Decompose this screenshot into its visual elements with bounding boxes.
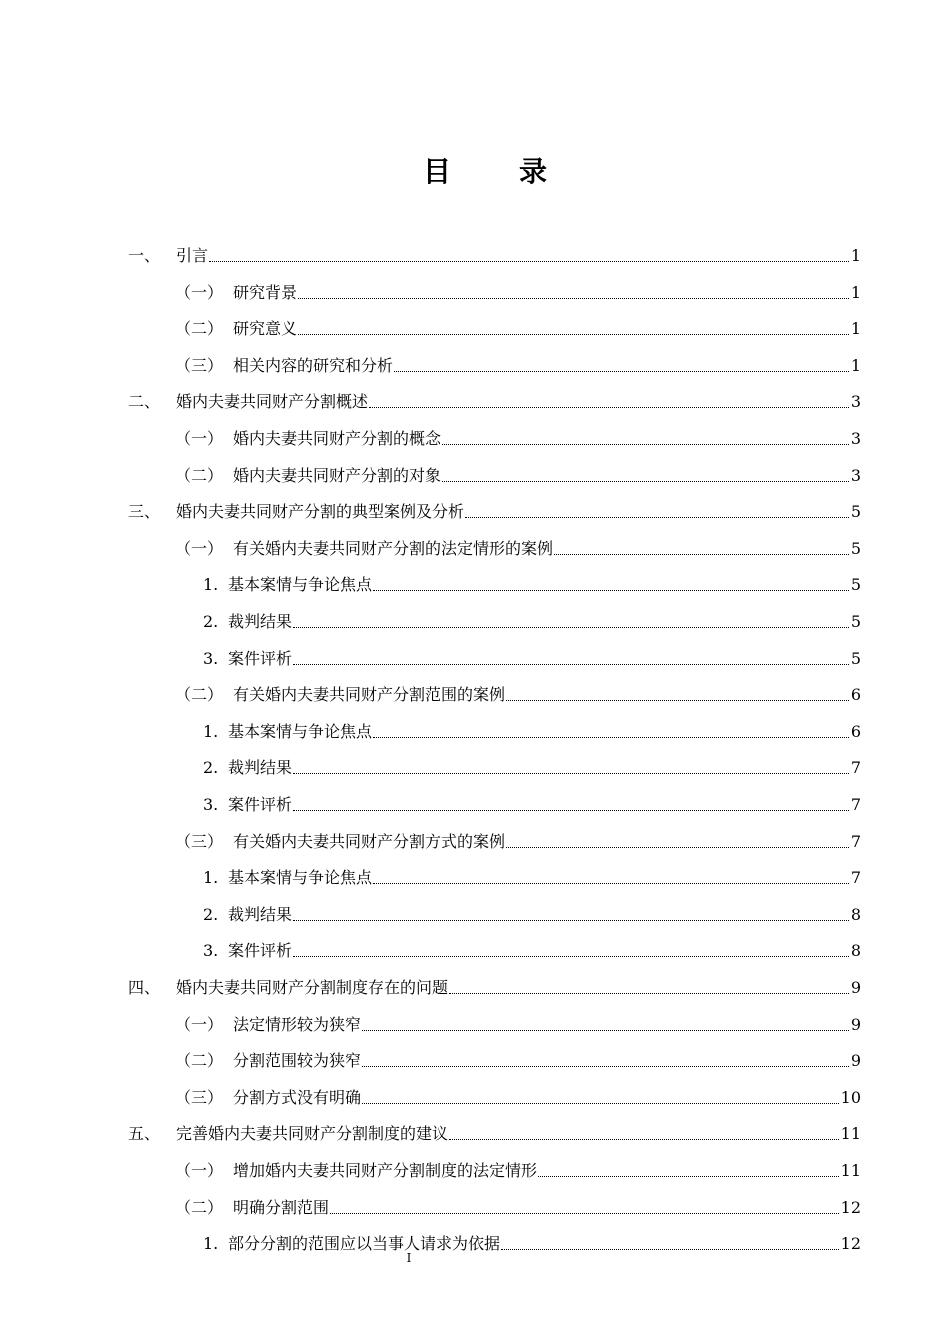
- toc-entry-title: 基本案情与争论焦点: [228, 868, 373, 888]
- toc-entry-title: 裁判结果: [228, 758, 293, 778]
- toc-entry[interactable]: [128, 236, 861, 266]
- toc-entry-page: 5: [850, 612, 861, 631]
- toc-entry-title: 研究意义: [233, 319, 298, 339]
- toc-entry-title: 婚内夫妻共同财产分割的概念: [233, 429, 442, 448]
- toc-dot-leader: [538, 1176, 839, 1177]
- toc-entry[interactable]: [128, 382, 861, 412]
- toc-dot-leader: [449, 1139, 839, 1140]
- toc-entry[interactable]: [203, 602, 861, 632]
- toc-dot-leader: [369, 407, 849, 408]
- toc-entry-page: 1: [850, 355, 861, 375]
- toc-entry-title: 增加婚内夫妻共同财产分割制度的法定情形: [233, 1161, 538, 1180]
- toc-entry[interactable]: [175, 1041, 861, 1071]
- toc-entry-title: 婚内夫妻共同财产分割的对象: [233, 465, 442, 485]
- toc-entry-page: 11: [840, 1161, 861, 1180]
- toc-entry-page: 5: [850, 648, 861, 668]
- toc-dot-leader: [293, 920, 849, 921]
- toc-entry-number: （一）: [175, 429, 224, 448]
- toc-entry-number: （三）: [175, 355, 224, 375]
- toc-entry[interactable]: [203, 858, 861, 888]
- toc-entry-number: （三）: [175, 1087, 224, 1107]
- toc-dot-leader: [554, 554, 849, 555]
- toc-entry-page: 9: [850, 1051, 861, 1071]
- toc-entry[interactable]: [203, 748, 861, 778]
- toc-entry-page: 9: [850, 978, 861, 997]
- toc-dot-leader: [501, 1249, 839, 1250]
- toc-entry-page: 6: [850, 685, 861, 705]
- toc-entry[interactable]: [175, 1188, 861, 1218]
- toc-entry[interactable]: [175, 1005, 861, 1035]
- toc-entry[interactable]: [175, 1078, 861, 1108]
- toc-entry-title: 分割范围较为狭窄: [233, 1051, 362, 1071]
- toc-entry-number: 2.: [203, 612, 219, 631]
- toc-dot-leader: [449, 993, 849, 994]
- page-number: I: [406, 1251, 412, 1265]
- toc-entry-number: 2.: [203, 904, 219, 924]
- toc-entry-number: 五、: [128, 1124, 161, 1144]
- toc-dot-leader: [209, 261, 849, 262]
- toc-entry[interactable]: [175, 346, 861, 376]
- toc-dot-leader: [373, 737, 849, 738]
- toc-entry-page: 7: [850, 795, 861, 814]
- toc-entry-page: 9: [850, 1014, 861, 1034]
- toc-entry-page: 12: [840, 1234, 861, 1254]
- toc-dot-leader: [394, 371, 849, 372]
- toc-entry-title: 有关婚内夫妻共同财产分割的法定情形的案例: [233, 538, 554, 558]
- toc-dot-leader: [373, 590, 849, 591]
- toc-dot-leader: [362, 1066, 849, 1067]
- toc-dot-leader: [293, 664, 849, 665]
- toc-entry-title: 有关婚内夫妻共同财产分割方式的案例: [233, 831, 506, 851]
- toc-entry[interactable]: [128, 1114, 861, 1144]
- toc-entry-page: 1: [850, 246, 861, 265]
- toc-entry-number: （二）: [175, 685, 224, 705]
- toc-entry-page: 8: [850, 941, 861, 961]
- toc-entry-number: 1.: [203, 1234, 219, 1254]
- toc-entry-page: 5: [850, 538, 861, 558]
- toc-entry-title: 部分分割的范围应以当事人请求为依据: [228, 1234, 501, 1254]
- toc-entry-title: 有关婚内夫妻共同财产分割范围的案例: [233, 685, 506, 705]
- toc-entry-page: 5: [850, 502, 861, 522]
- toc-entry[interactable]: [175, 675, 861, 705]
- toc-entry-number: 3.: [203, 795, 219, 814]
- toc-entry-title: 基本案情与争论焦点: [228, 721, 373, 741]
- toc-entry-page: 3: [850, 429, 861, 448]
- toc-entry-page: 11: [840, 1124, 861, 1144]
- toc-dot-leader: [506, 700, 849, 701]
- toc-dot-leader: [298, 334, 849, 335]
- toc-entry-number: 1.: [203, 575, 219, 595]
- toc-entry[interactable]: [175, 456, 861, 486]
- toc-entry[interactable]: [128, 492, 861, 522]
- toc-entry-number: （一）: [175, 538, 224, 558]
- toc-entry-title: 分割方式没有明确: [233, 1087, 362, 1107]
- toc-entry-page: 8: [850, 904, 861, 924]
- toc-dot-leader: [298, 298, 849, 299]
- toc-entry[interactable]: [203, 895, 861, 925]
- toc-entry-title: 裁判结果: [228, 612, 293, 631]
- toc-entry-number: （一）: [175, 1014, 224, 1034]
- toc-entry[interactable]: [128, 968, 861, 998]
- toc-entry-number: 1.: [203, 721, 219, 741]
- toc-entry-title: 完善婚内夫妻共同财产分割制度的建议: [176, 1124, 449, 1144]
- toc-dot-leader: [362, 1103, 839, 1104]
- toc-entry-title: 引言: [176, 246, 209, 265]
- toc-entry[interactable]: [175, 419, 861, 449]
- toc-entry-page: 1: [850, 319, 861, 339]
- toc-dot-leader: [293, 773, 849, 774]
- toc-entry-number: （二）: [175, 1051, 224, 1071]
- toc-entry-number: （二）: [175, 465, 224, 485]
- toc-entry-page: 10: [840, 1087, 861, 1107]
- toc-entry-number: 四、: [128, 978, 161, 997]
- toc-entry-page: 7: [850, 758, 861, 778]
- toc-entry-page: 3: [850, 392, 861, 412]
- toc-entry[interactable]: [203, 1224, 861, 1254]
- toc-entry[interactable]: [203, 712, 861, 742]
- toc-entry-title: 法定情形较为狭窄: [233, 1014, 362, 1034]
- toc-entry[interactable]: [203, 565, 861, 595]
- toc-entry-title: 案件评析: [228, 795, 293, 814]
- toc-entry[interactable]: [175, 309, 861, 339]
- toc-entry-number: 3.: [203, 648, 219, 668]
- page-title: 目 录: [422, 155, 567, 188]
- toc-entry[interactable]: [203, 931, 861, 961]
- toc-dot-leader: [373, 883, 849, 884]
- toc-entry[interactable]: [175, 273, 861, 303]
- toc-entry-page: 3: [850, 465, 861, 485]
- toc-entry[interactable]: [175, 529, 861, 559]
- toc-entry-title: 婚内夫妻共同财产分割的典型案例及分析: [176, 502, 465, 522]
- toc-entry-page: 5: [850, 575, 861, 595]
- toc-entry-number: 2.: [203, 758, 219, 778]
- toc-entry-number: 3.: [203, 941, 219, 961]
- toc-entry-title: 案件评析: [228, 648, 293, 668]
- toc-entry[interactable]: [175, 822, 861, 852]
- toc-entry-title: 相关内容的研究和分析: [233, 355, 394, 375]
- toc-entry-number: （二）: [175, 1197, 224, 1217]
- toc-entry-title: 婚内夫妻共同财产分割概述: [176, 392, 369, 412]
- toc-entry-page: 7: [850, 868, 861, 888]
- toc-entry-number: 1.: [203, 868, 219, 888]
- toc-entry-number: （一）: [175, 1161, 224, 1180]
- toc-dot-leader: [330, 1213, 839, 1214]
- toc-entry-title: 基本案情与争论焦点: [228, 575, 373, 595]
- toc-entry-title: 婚内夫妻共同财产分割制度存在的问题: [176, 978, 449, 997]
- toc-entry-title: 明确分割范围: [233, 1197, 330, 1217]
- toc-entry-title: 研究背景: [233, 282, 298, 302]
- toc-entry-page: 7: [850, 831, 861, 851]
- toc-dot-leader: [506, 847, 849, 848]
- toc-dot-leader: [293, 627, 849, 628]
- toc-dot-leader: [442, 481, 849, 482]
- toc-entry-page: 12: [840, 1197, 861, 1217]
- toc-entry-number: 一、: [128, 246, 161, 265]
- toc-entry-number: 二、: [128, 392, 161, 412]
- toc-entry-number: （二）: [175, 319, 224, 339]
- toc-entry-page: 1: [850, 282, 861, 302]
- toc-dot-leader: [465, 517, 849, 518]
- toc-entry-page: 6: [850, 721, 861, 741]
- toc-entry-title: 裁判结果: [228, 904, 293, 924]
- toc-dot-leader: [293, 956, 849, 957]
- toc-dot-leader: [293, 810, 849, 811]
- toc-entry-title: 案件评析: [228, 941, 293, 961]
- toc-dot-leader: [362, 1030, 849, 1031]
- toc-entry[interactable]: [203, 785, 861, 815]
- toc-entry-number: 三、: [128, 502, 161, 522]
- toc-dot-leader: [442, 444, 849, 445]
- toc-entry[interactable]: [203, 639, 861, 669]
- toc-entry[interactable]: [175, 1151, 861, 1181]
- toc-entry-number: （三）: [175, 831, 224, 851]
- toc-entry-number: （一）: [175, 282, 224, 302]
